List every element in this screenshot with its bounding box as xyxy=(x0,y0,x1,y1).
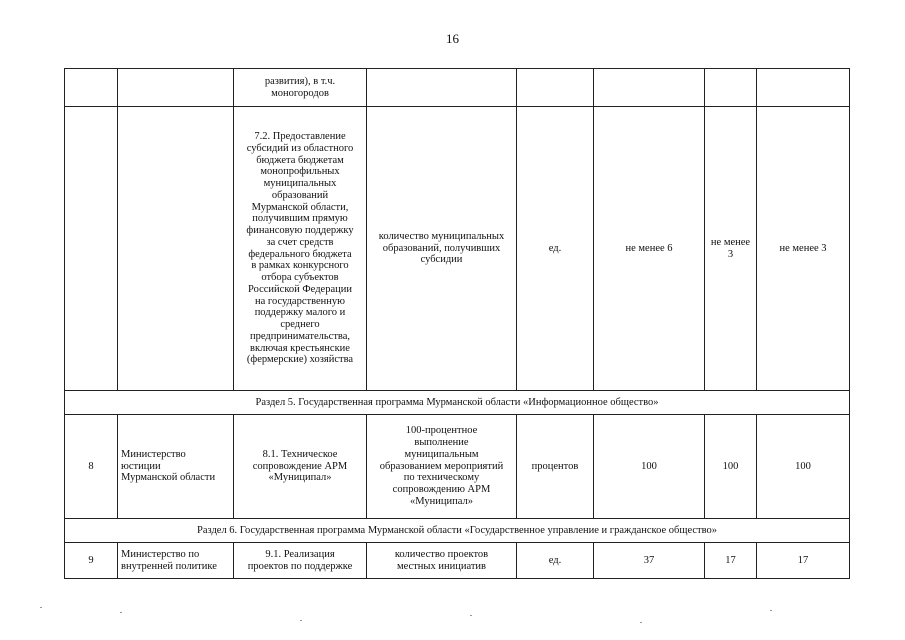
cell-num: 9 xyxy=(65,543,118,579)
scan-speck xyxy=(40,607,42,608)
cell-value-1 xyxy=(594,69,705,107)
cell-unit xyxy=(517,69,594,107)
section-header-row xyxy=(65,519,850,543)
cell-executor: Министерство по внутренней политике xyxy=(118,543,234,579)
cell-value-2: не менее 3 xyxy=(705,107,757,391)
cell-value-2: 100 xyxy=(705,415,757,519)
cell-indicator xyxy=(367,69,517,107)
cell-num: 8 xyxy=(65,415,118,519)
cell-value-3 xyxy=(757,69,850,107)
cell-measure: 7.2. Предоставление субсидий из областного бюджета бюджетам монопрофильных муниципальных образований Мурманской области, получившим прямую финансовую поддержку за счет средств федерального бюджета в рамках конкурсного отбора субъектов Российской Федерации на государственную поддержку малого и среднего предпринимательства, включая крестьянские (фермерские) хозяйства xyxy=(234,107,367,391)
cell-value-3: 17 xyxy=(757,543,850,579)
cell-num xyxy=(65,69,118,107)
cell-value-2 xyxy=(705,69,757,107)
cell-measure: 9.1. Реализация проектов по поддержке xyxy=(234,543,367,579)
section-title: Раздел 5. Государственная программа Мурманской области «Информационное общество» xyxy=(65,391,850,415)
cell-indicator: 100-процентное выполнение муниципальным образованием мероприятий по техническому сопровождению АРМ «Муниципал» xyxy=(367,415,517,519)
cell-num xyxy=(65,107,118,391)
section-header-row xyxy=(65,391,850,415)
cell-value-1: 100 xyxy=(594,415,705,519)
cell-executor xyxy=(118,107,234,391)
cell-unit: процентов xyxy=(517,415,594,519)
cell-indicator: количество муниципальных образований, получивших субсидии xyxy=(367,107,517,391)
indicators-table xyxy=(64,68,850,579)
table-row xyxy=(65,415,850,519)
cell-value-2: 17 xyxy=(705,543,757,579)
cell-unit: ед. xyxy=(517,107,594,391)
scan-speck xyxy=(300,620,302,621)
cell-value-3: 100 xyxy=(757,415,850,519)
section-title: Раздел 6. Государственная программа Мурманской области «Государственное управление и гражданское общество» xyxy=(65,519,850,543)
cell-executor: Министерство юстиции Мурманской области xyxy=(118,415,234,519)
cell-measure: 8.1. Техническое сопровождение АРМ «Муниципал» xyxy=(234,415,367,519)
scan-speck xyxy=(640,622,642,623)
table-row xyxy=(65,107,850,391)
cell-unit: ед. xyxy=(517,543,594,579)
cell-measure: развития), в т.ч. моногородов xyxy=(234,69,367,107)
cell-value-1: 37 xyxy=(594,543,705,579)
scan-speck xyxy=(120,612,122,613)
scan-speck xyxy=(770,610,772,611)
cell-executor xyxy=(118,69,234,107)
table-row xyxy=(65,543,850,579)
cell-value-3: не менее 3 xyxy=(757,107,850,391)
cell-indicator: количество проектов местных инициатив xyxy=(367,543,517,579)
table-row xyxy=(65,69,850,107)
cell-value-1: не менее 6 xyxy=(594,107,705,391)
page-number: 16 xyxy=(446,31,459,46)
scan-speck xyxy=(470,615,472,616)
